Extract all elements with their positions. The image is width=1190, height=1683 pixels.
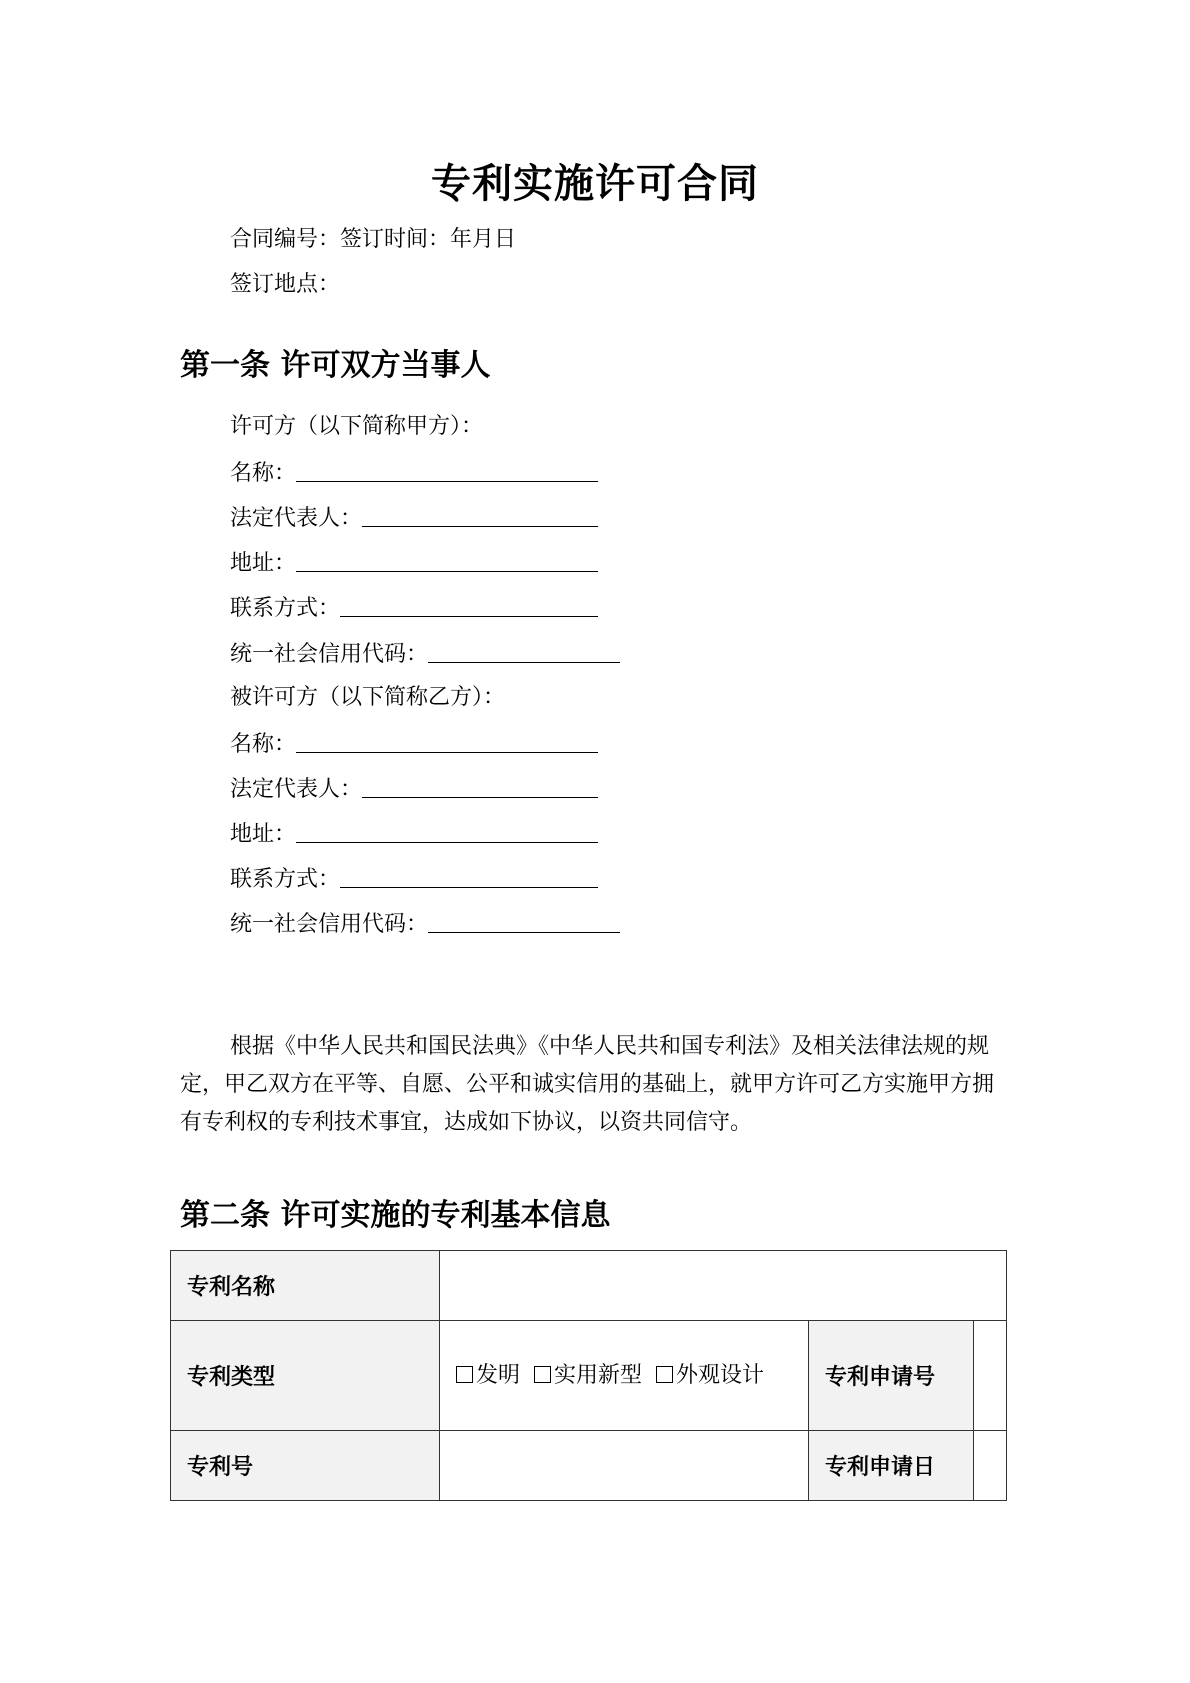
checkbox-icon	[534, 1366, 551, 1383]
patent-no-cell[interactable]	[440, 1431, 809, 1501]
option-design[interactable]: 外观设计	[656, 1363, 764, 1388]
licensee-name-row	[230, 728, 598, 760]
licensee-rep-row	[230, 773, 598, 805]
licensor-contact-label: 联系方式：	[230, 596, 341, 621]
licensor-address-label: 地址：	[230, 551, 297, 576]
licensor-contact-row	[230, 592, 598, 624]
licensee-rep-label: 法定代表人：	[230, 777, 363, 802]
licensee-contact-row	[230, 863, 598, 895]
patent-type-options	[440, 1321, 809, 1431]
application-date-cell[interactable]	[974, 1431, 1007, 1501]
licensee-address-blank[interactable]	[296, 818, 598, 843]
licensee-address-row	[230, 818, 598, 850]
article-1-heading: 第一条 许可双方当事人	[180, 348, 491, 383]
contract-meta-line: 合同编号：签订时间：年月日	[230, 227, 517, 252]
licensor-contact-blank[interactable]	[340, 592, 598, 617]
licensee-rep-blank[interactable]	[362, 773, 598, 798]
licensor-name-blank[interactable]	[296, 457, 598, 482]
preamble-paragraph: 根据《中华人民共和国民法典》《中华人民共和国专利法》及相关法律法规的规定，甲乙双方在平等、自愿、公平和诚实信用的基础上，就甲方许可乙方实施甲方拥有专利权的专利技术事宜，达成如下协议，以资共同信守。	[180, 1034, 995, 1135]
licensee-credit-code-row	[230, 908, 620, 940]
application-no-cell[interactable]	[974, 1321, 1007, 1431]
licensee-address-label: 地址：	[230, 822, 297, 847]
licensee-credit-code-blank[interactable]	[428, 908, 620, 933]
table-row	[171, 1321, 1007, 1431]
licensee-name-blank[interactable]	[296, 728, 598, 753]
application-date-label: 专利申请日	[809, 1431, 974, 1501]
licensor-credit-code-row	[230, 638, 620, 670]
option-utility-model[interactable]: 实用新型	[534, 1363, 642, 1388]
application-no-label: 专利申请号	[809, 1321, 974, 1431]
patent-name-label: 专利名称	[171, 1251, 440, 1321]
licensor-credit-code-label: 统一社会信用代码：	[230, 642, 429, 667]
licensee-name-label: 名称：	[230, 732, 297, 757]
article-2-heading: 第二条 许可实施的专利基本信息	[180, 1198, 611, 1233]
signing-place-line: 签订地点：	[230, 272, 341, 297]
licensor-rep-label: 法定代表人：	[230, 506, 363, 531]
licensee-contact-label: 联系方式：	[230, 867, 341, 892]
option-invention[interactable]: 发明	[456, 1363, 520, 1388]
licensee-contact-blank[interactable]	[340, 863, 598, 888]
table-row	[171, 1251, 1007, 1321]
licensor-address-row	[230, 547, 598, 579]
checkbox-icon	[656, 1366, 673, 1383]
document-title: 专利实施许可合同	[431, 161, 759, 207]
licensor-name-label: 名称：	[230, 461, 297, 486]
patent-type-label: 专利类型	[171, 1321, 440, 1431]
licensee-intro: 被许可方（以下简称乙方）：	[230, 685, 506, 710]
licensor-name-row	[230, 457, 598, 489]
licensor-address-blank[interactable]	[296, 547, 598, 572]
licensee-credit-code-label: 统一社会信用代码：	[230, 912, 429, 937]
patent-no-label: 专利号	[171, 1431, 440, 1501]
licensor-intro: 许可方（以下简称甲方）：	[230, 414, 484, 439]
patent-name-cell[interactable]	[440, 1251, 1007, 1321]
licensor-credit-code-blank[interactable]	[428, 638, 620, 663]
checkbox-icon	[456, 1366, 473, 1383]
patent-info-table	[170, 1250, 1007, 1501]
table-row	[171, 1431, 1007, 1501]
licensor-rep-row	[230, 502, 598, 534]
licensor-rep-blank[interactable]	[362, 502, 598, 527]
